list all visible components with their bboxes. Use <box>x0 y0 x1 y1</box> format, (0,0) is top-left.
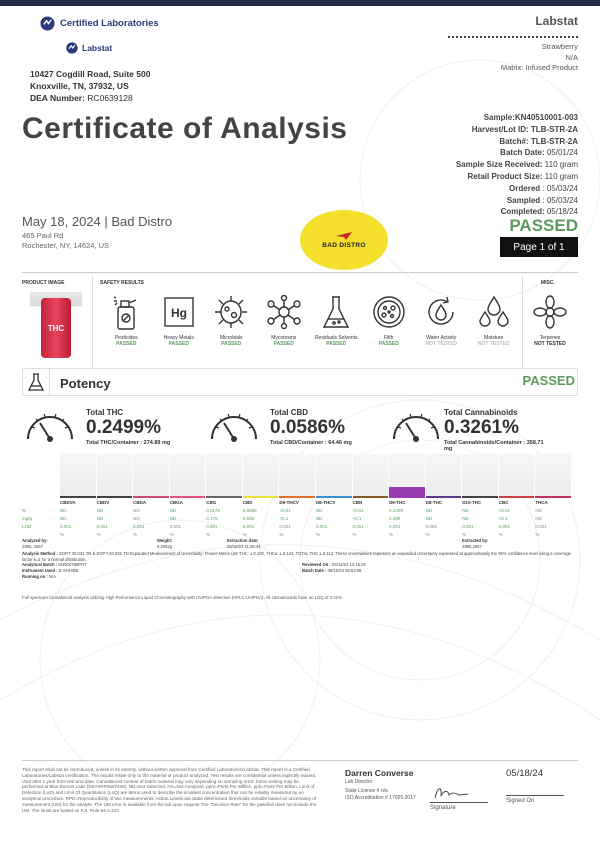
table-row <box>22 514 578 522</box>
cannabinoid-bar <box>462 454 499 498</box>
safety-item-status: PASSED <box>116 341 137 347</box>
cannabinoid-bar <box>316 454 353 498</box>
page-title: Certificate of Analysis <box>22 112 348 145</box>
table-cell: ND <box>315 507 323 513</box>
weight-value: 0.2062g <box>157 543 173 549</box>
table-cell: 0.001 <box>462 523 474 529</box>
table-cell: ND <box>60 515 67 521</box>
method-note: Full spectrum cannabinoid analysis utilizing High Performance Liquid Chromatography with UV/PDA detection (HPLC-UV/PDA). All cannabinoids have an LOQ of 0.01%. <box>22 595 343 600</box>
unit-cell: % <box>315 531 320 537</box>
mercury-element-icon <box>162 295 196 329</box>
paper-plane-icon <box>336 232 352 240</box>
dea-label: DEA Number: <box>30 93 85 103</box>
table-cell: 0.001 <box>535 523 547 529</box>
table-cell: 0.001 <box>279 523 291 529</box>
total-thc <box>86 408 170 446</box>
total-thc-label: Total THC <box>86 408 124 417</box>
safety-item <box>415 290 468 347</box>
table-cell: ND <box>96 507 104 513</box>
table-cell: ND <box>315 515 323 521</box>
table-cell: ND <box>60 507 67 513</box>
table-cell: 0.001 <box>315 523 328 529</box>
potency-status: PASSED <box>522 373 575 388</box>
header-lab-name: Labstat <box>535 14 578 28</box>
total-thc-container: Total THC/Container : 274.89 mg <box>86 440 171 446</box>
instrument-label: Instrument Used : <box>22 567 58 573</box>
safety-item <box>310 290 363 347</box>
instrument-value: E-SHI-008 <box>58 567 79 573</box>
signer-name: Darren Converse <box>345 768 414 778</box>
analysis-metadata <box>22 538 578 579</box>
table-cell: ND <box>535 515 542 521</box>
column-header: D8-THCV <box>315 499 336 505</box>
safety-item-name: Microbials <box>219 335 243 341</box>
table-cell: <0.01 <box>352 507 364 513</box>
table-cell: ND <box>169 507 177 513</box>
cannabinoid-bar <box>206 454 243 498</box>
safety-item <box>363 290 416 347</box>
completed-value: 05/18/24 <box>546 207 578 217</box>
safety-item-status: PASSED <box>168 341 189 347</box>
svg-text:Hg: Hg <box>170 306 187 320</box>
table-cell: <0.1 <box>279 515 289 521</box>
cannabinoid-bar <box>499 454 536 498</box>
footer-divider <box>22 760 578 761</box>
unit-cell: % <box>60 531 65 537</box>
ordered-value: : 05/03/24 <box>542 183 578 193</box>
table-cell: 0.001 <box>206 523 218 529</box>
total-cbd <box>270 408 352 446</box>
cannabinoid-bar <box>133 454 170 498</box>
cannabinoid-bar <box>243 454 280 498</box>
table-header-row <box>22 498 578 506</box>
product-flavor: Strawberry <box>541 42 578 51</box>
table-row <box>22 522 578 530</box>
spray-bottle-icon <box>111 293 141 331</box>
table-cell: <0.1 <box>498 515 508 521</box>
unit-cell: % <box>352 531 357 537</box>
column-header: D8-THC <box>425 499 443 505</box>
section-divider <box>22 272 578 273</box>
row-label: mg/g <box>22 515 33 521</box>
signer-title: Lab Director <box>345 779 373 785</box>
extraction-date-value: 05/10/24 11:26:44 <box>227 543 261 549</box>
cannabinoid-bar <box>426 454 463 498</box>
can-label: THC <box>47 323 65 333</box>
safety-item <box>153 290 206 347</box>
client-city: Rochester, NY, 14624, US <box>22 241 109 250</box>
total-cannabinoids-container: Total Cannabinoids/Container : 358.71 <box>444 440 544 446</box>
safety-item-name: Pesticides <box>114 335 138 341</box>
client-logo-text: BAD DISTRO <box>322 241 366 249</box>
unit-cell: % <box>96 531 101 537</box>
column-header: CBN <box>352 499 363 505</box>
batch-number: Batch#: TLB-STR-2A <box>499 136 578 146</box>
potency-title: Potency <box>60 376 111 391</box>
total-cbd-container: Total CBD/Container : 64.46 mg <box>270 440 352 446</box>
column-header: THCA <box>535 499 548 505</box>
extracted-by-label: Extracted by: <box>462 538 489 543</box>
size-received-value: 110 gram <box>544 160 578 170</box>
molecule-icon <box>265 294 303 330</box>
cl-logo-icon <box>40 16 55 31</box>
safety-item-status: NOT TESTED <box>477 341 510 347</box>
unit-cell: % <box>206 531 211 537</box>
handwritten-signature <box>432 784 472 802</box>
column-header: CBGA <box>169 499 183 505</box>
analysis-method-value: SOP.T.30.031.TN & SOP.T.40.031.TN Expanded Measurement of Uncertainty: Flower Matrix (Δ9-THC: ± 0.100, THCa: ± 0.124, TOTAL THC ± 0.112. These uncertainties represent an expanded uncertainty expressed at approximately the 95% confidence level using a coverage factor k=2 for a normal distribution. <box>22 551 571 562</box>
table-cell: ND <box>133 507 140 513</box>
row-label: LOD <box>22 523 32 529</box>
client-address <box>22 231 109 251</box>
sampled-label: Sampled <box>506 195 541 205</box>
gauge-icon <box>388 405 444 445</box>
total-cannabinoids-unit: mg <box>444 446 453 452</box>
flask-icon <box>320 293 352 331</box>
ordered-label: Ordered <box>509 183 541 193</box>
analytical-batch-label: Analytical Batch : <box>22 562 58 568</box>
meta-batch-date-label: Batch Date : <box>302 567 327 573</box>
misc-label: MISC. <box>541 280 555 286</box>
table-cell: ND <box>133 515 140 521</box>
column-header: CBDV <box>96 499 110 505</box>
table-cell: 0.586 <box>242 515 255 521</box>
total-cannabinoids-label: Total Cannabinoids <box>444 408 518 417</box>
table-cell: 0.001 <box>352 523 364 529</box>
safety-item <box>258 290 311 347</box>
unit-cell: % <box>279 531 284 537</box>
unit-cell: % <box>389 531 394 537</box>
table-cell: 0.001 <box>389 523 401 529</box>
size-received-label: Sample Size Received: <box>455 160 543 170</box>
license-line2: ISO Accreditation # 17025:2017 <box>345 794 416 801</box>
unit-cell: % <box>425 531 430 537</box>
client-date-line: May 18, 2024 | Bad Distro <box>22 214 173 229</box>
reviewed-on-value: 05/13/24 12:15:25 <box>332 562 366 568</box>
table-cell: ND <box>462 515 469 521</box>
sub-logo-name: Labstat <box>82 43 113 53</box>
table-cell: ND <box>96 515 104 521</box>
client-street: 465 Paul Rd <box>22 231 64 240</box>
meta-batch-date-value: 05/10/24 08:53:08 <box>327 567 362 573</box>
microbe-icon <box>213 294 249 330</box>
table-cell: <0.01 <box>279 507 291 513</box>
safety-results-label: SAFETY RESULTS <box>100 280 144 286</box>
analysis-method-label: Analysis Method : <box>22 551 58 557</box>
safety-results <box>100 290 520 347</box>
safety-item-status: PASSED <box>326 341 347 347</box>
cannabinoid-bar <box>389 454 426 498</box>
sample-id: Sample:KN40510001-003 <box>483 113 578 122</box>
table-cell: 0.001 <box>133 523 145 529</box>
retail-size-value: 110 gram <box>544 171 578 181</box>
product-matrix: Matrix: Infused Product <box>500 63 578 72</box>
certified-labs-logo <box>40 16 159 31</box>
cannabinoid-bar <box>60 454 97 498</box>
table-cell: 0.0176 <box>206 507 221 513</box>
misc-results <box>524 290 576 347</box>
address-line1: 10427 Cogdill Road, Suite 500 <box>30 69 151 79</box>
safety-item <box>100 290 153 347</box>
sample-details <box>456 112 578 218</box>
table-cell: 0.001 <box>425 523 437 529</box>
cannabinoid-bar <box>170 454 207 498</box>
unit-cell: % <box>133 531 138 537</box>
water-cycle-icon <box>423 294 459 330</box>
dotted-divider <box>448 36 578 38</box>
dea-value: RC0639128 <box>87 93 133 103</box>
weight-label: Weight: <box>157 538 173 543</box>
cannabinoid-bar <box>97 454 134 498</box>
overall-status: PASSED <box>509 216 578 235</box>
safety-item-status: PASSED <box>378 341 399 347</box>
product-image-label: PRODUCT IMAGE <box>22 280 65 286</box>
running-on-value: N/A <box>49 573 56 579</box>
table-cell: 2.499 <box>389 515 401 521</box>
droplets-icon <box>476 294 512 330</box>
cannabinoid-table <box>22 498 578 538</box>
lab-address <box>30 68 150 104</box>
labstat-logo <box>66 42 112 54</box>
total-thc-value: 0.2499% <box>86 417 162 438</box>
lab-logo-name: Certified Laboratories <box>60 18 159 29</box>
signer-license <box>345 788 416 801</box>
batch-date-value: 05/01/24 <box>546 148 578 158</box>
safety-item-name: Filth <box>384 335 394 341</box>
terpene-flower-icon <box>532 294 568 330</box>
running-on-label: Running on : <box>22 573 48 579</box>
column-header: D9-THC <box>389 499 406 505</box>
table-cell: 0.176 <box>206 515 218 521</box>
column-header: CBC <box>498 499 509 505</box>
unit-cell: % <box>462 531 467 537</box>
top-bar <box>0 0 600 6</box>
safety-item-name: Mycotoxins <box>271 335 297 341</box>
signed-on-label: Signed On <box>506 798 535 804</box>
safety-item-name: Heavy Metals <box>163 335 194 341</box>
batch-date-label: Batch Date: <box>500 148 545 158</box>
retail-size-label: Retail Product Size: <box>467 171 543 181</box>
analyzed-by-label: Analyzed by: <box>22 538 48 543</box>
potency-icon-box <box>22 368 50 396</box>
total-cbd-value: 0.0586% <box>270 417 346 438</box>
signature-line <box>430 802 488 803</box>
sampled-value: : 05/03/24 <box>542 195 578 205</box>
unit-cell: % <box>169 531 174 537</box>
total-cbd-label: Total CBD <box>270 408 309 417</box>
row-label: % <box>22 507 27 513</box>
client-logo <box>300 210 388 270</box>
extracted-by-value: 2990,2657 <box>462 543 482 549</box>
labstat-logo-icon <box>66 42 78 54</box>
cannabinoid-bars <box>60 454 572 498</box>
cannabinoid-bar <box>535 454 572 498</box>
unit-cell: % <box>242 531 247 537</box>
safety-item-status: PASSED <box>221 341 242 347</box>
safety-item-status: NOT TESTED <box>425 341 458 347</box>
table-cell: ND <box>425 507 433 513</box>
column-header: CBD <box>242 499 253 505</box>
safety-item-name: Residuals Solvents <box>314 335 358 341</box>
product-info <box>501 42 578 74</box>
total-cannabinoids-value: 0.3261% <box>444 417 520 438</box>
table-cell: 0.2499 <box>389 507 403 513</box>
table-cell: ND <box>535 507 542 513</box>
signed-on-line <box>506 795 564 796</box>
table-cell: 0.001 <box>498 523 511 529</box>
safety-item-status: PASSED <box>273 341 294 347</box>
product-can <box>41 298 71 358</box>
completed-label: Completed: <box>500 207 545 217</box>
petri-dish-icon <box>371 294 407 330</box>
column-header: D9-THCV <box>279 499 299 505</box>
table-cell: <0.1 <box>352 515 362 521</box>
total-cannabinoids <box>444 408 544 452</box>
column-header: CBDA <box>133 499 147 505</box>
extraction-date-label: Extraction date: <box>227 538 259 543</box>
table-cell: ND <box>462 507 469 513</box>
table-cell: ND <box>169 515 177 521</box>
cannabinoid-bar <box>279 454 316 498</box>
table-cell: 0.001 <box>96 523 108 529</box>
safety-item <box>468 290 521 347</box>
table-cell: ND <box>425 515 433 521</box>
reviewed-on-label: Reviewed On : <box>302 562 331 568</box>
safety-item <box>205 290 258 347</box>
table-cell: 0.0586 <box>242 507 257 513</box>
address-line2: Knoxville, TN, 37932, US <box>30 81 129 91</box>
table-row <box>22 506 578 514</box>
flask-icon <box>27 372 45 392</box>
product-image <box>30 292 82 360</box>
column-divider <box>92 276 93 368</box>
table-cell: 0.001 <box>242 523 255 529</box>
safety-item-name: Water Activity <box>426 335 457 341</box>
table-cell: 0.001 <box>169 523 181 529</box>
unit-cell: % <box>498 531 503 537</box>
table-row <box>22 530 578 538</box>
gauge-icon <box>206 405 262 445</box>
table-cell: <0.01 <box>498 507 511 513</box>
cannabinoid-bar <box>353 454 390 498</box>
license-line1: State License # n/a <box>345 788 388 794</box>
disclaimer-text: This report shall not be reproduced, unless in its entirety, without written approval from Certified Laboratories/Labstat. This report is a Certified Laboratories/Labstat certification. The results relate only to the material or product analyzed. Test results are confidential unless explicitly waived. Void after 1 year from test end date. Cannabinoid content of batch material may vary depending on sampling error. Some testing may be performed at Blue Bonnet Labs (DEA#RP0607436). ND=Not Detected, NA=Not Analyzed, ppm=Parts Per Million, ppb=Parts Per Billion. Limit of Detection (LoD) and Limit Of Quantitation (LoQ) are terms used to describe the smallest concentration that can be reliably measured by an analytical procedure. RPD=Reproducibility of two measurements. Action Levels are State determined thresholds variable based on uncertainty of measurement (UM) for the analyte. The UM error is available from the lab upon request.The "Decision Rule" for the pass/fail does not include the UM. The limits are based on F.S. Rule 64-4.310. <box>22 767 317 813</box>
misc-item-name: Terpenes <box>539 335 561 341</box>
page-indicator: Page 1 of 1 <box>500 237 578 257</box>
harvest-lot: Harvest/Lot ID: TLB-STR-2A <box>471 124 578 134</box>
signature-label: Signature <box>430 805 456 811</box>
product-na: N/A <box>565 52 578 62</box>
safety-item-name: Moisture <box>484 335 504 341</box>
column-divider <box>522 276 523 368</box>
column-header: D10-THC <box>462 499 482 505</box>
unit-cell: % <box>535 531 540 537</box>
analyzed-by-value: 2990, 2657 <box>22 543 43 549</box>
misc-item-status: NOT TESTED <box>534 341 566 347</box>
signed-date: 05/18/24 <box>506 768 543 779</box>
analytical-batch-value: KN004790POT <box>58 562 87 568</box>
table-cell: 0.001 <box>60 523 72 529</box>
column-header: CBDVA <box>60 499 76 505</box>
column-header: CBG <box>206 499 217 505</box>
gauge-icon <box>22 405 78 445</box>
